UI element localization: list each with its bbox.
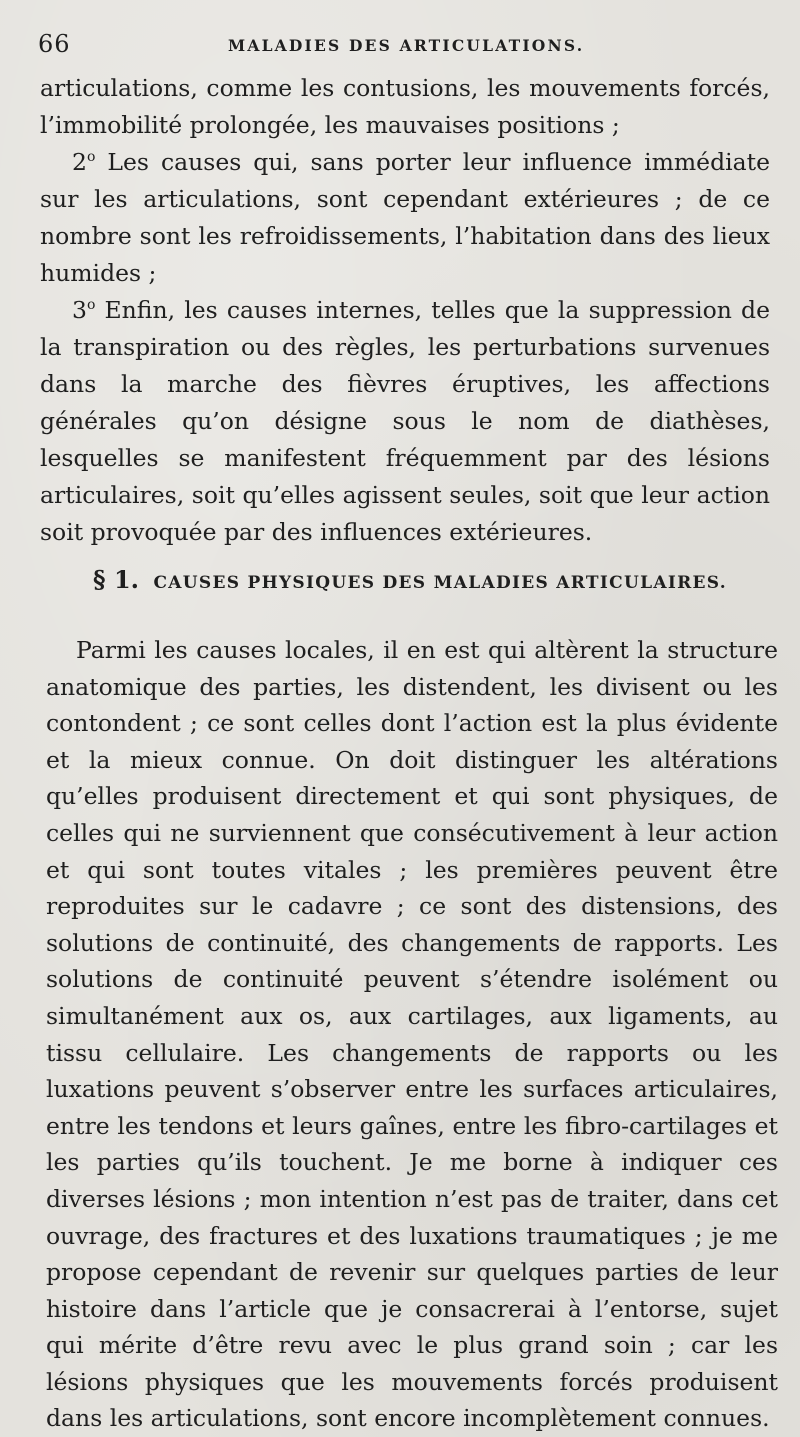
list-item-3-ordinal: o	[86, 297, 96, 314]
body-text-block	[46, 632, 778, 1437]
page-header	[38, 30, 778, 64]
list-item-2-text: Les causes qui, sans porter leur influence immédiate sur les articulations, sont cependant extérieures ; de ce nombre sont les refroidissements, l’habitation dans des lieux humides ;	[40, 148, 770, 287]
section-number: § 1.	[93, 565, 139, 594]
continuation-paragraph: articulations, comme les contusions, les mouvements forcés, l’immobilité prolongée, les mauvaises positions ;	[40, 74, 770, 139]
list-item-2-number: 2	[72, 148, 87, 176]
page-number: 66	[38, 30, 71, 58]
section-title: CAUSES PHYSIQUES DES MALADIES ARTICULAIRES.	[153, 573, 727, 593]
body-paragraph: Parmi les causes locales, il en est qui altèrent la structure anatomique des parties, les distendent, les divisent ou les contondent ; ce sont celles dont l’action est la plus évidente et la mieux connue. On doit distinguer les altérations qu’elles produisent directement et qui sont physiques, de celles qui ne surviennent que consécutivement à leur action et qui sont toutes vitales ; les premières peuvent être reproduites sur le cadavre ; ce sont des distensions, des solutions de continuité, des changements de rapports. Les solutions de continuité peuvent s’étendre isolément ou simultanément aux os, aux cartilages, aux ligaments, au tissu cellulaire. Les changements de rapports ou les luxations peuvent s’observer entre les surfaces articulaires, entre les tendons et leurs gaînes, entre les fibro-cartilages et les parties qu’ils touchent. Je me borne à indiquer ces diverses lésions ; mon intention n’est pas de traiter, dans cet ouvrage, des fractures et des luxations traumatiques ; je me propose cependant de revenir sur quelques parties de leur histoire dans l’article que je consacrerai à l’entorse, sujet qui mérite d’être revu avec le plus grand soin ; car les lésions physiques que les mouvements forcés produisent dans les articulations, sont encore incomplètement connues.	[46, 636, 778, 1433]
list-item-3-text: Enfin, les causes internes, telles que la suppression de la transpiration ou des règles, les perturbations survenues dans la marche des fièvres éruptives, les affections générales qu’on désigne sous le nom de diathèses, lesquelles se manifestent fréquemment par des lésions articulaires, soit qu’elles agissent seules, soit que leur action soit provoquée par des influences extérieures.	[40, 296, 770, 546]
list-item-3	[40, 292, 770, 551]
list-item-3-number: 3	[72, 296, 87, 324]
section-heading	[40, 565, 780, 594]
list-item-2-ordinal: o	[86, 149, 96, 166]
running-head: MALADIES DES ARTICULATIONS.	[228, 36, 585, 55]
intro-text-block	[40, 70, 770, 551]
list-item-2	[40, 144, 770, 292]
